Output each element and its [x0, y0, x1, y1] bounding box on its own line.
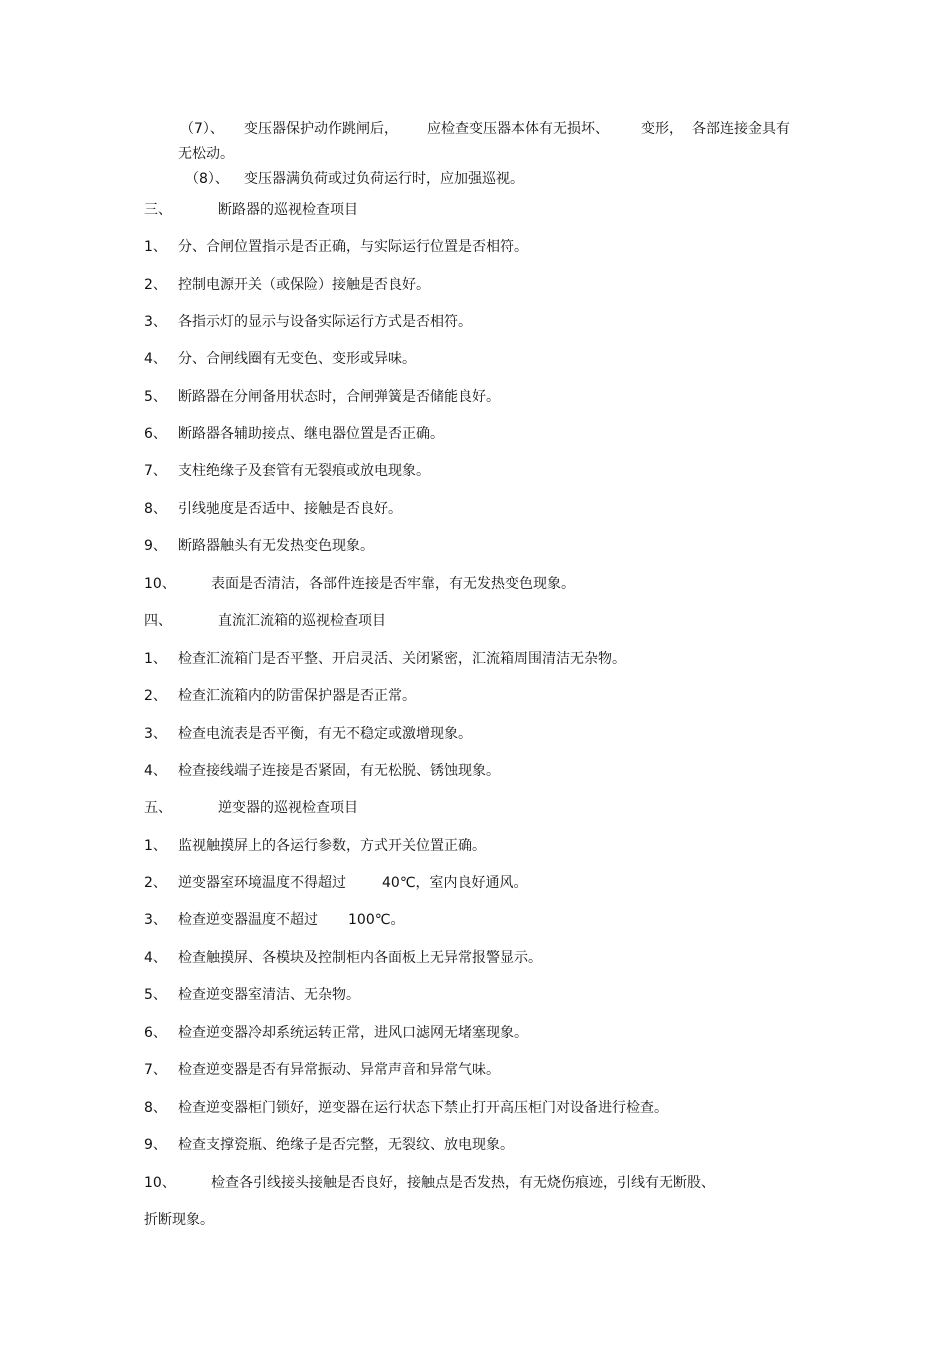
- section-title: 断路器的巡视检查项目: [218, 202, 358, 218]
- section-number: 五、: [144, 800, 172, 816]
- item-8-number: （8）、: [185, 171, 229, 187]
- section-number: 三、: [144, 202, 172, 218]
- item-8-text: 变压器满负荷或过负荷运行时，应加强巡视。: [244, 171, 524, 187]
- section-number: 四、: [144, 613, 172, 629]
- item-7-text-d: 各部连接金具有: [692, 121, 790, 137]
- item-7-number: （7）、: [180, 121, 224, 137]
- section-title: 逆变器的巡视检查项目: [218, 800, 358, 816]
- item-7-text-c: 变形，: [641, 121, 683, 137]
- item-7-text-a: 变压器保护动作跳闸后，: [244, 121, 398, 137]
- section-title: 直流汇流箱的巡视检查项目: [218, 613, 386, 629]
- item-7-text-b: 应检查变压器本体有无损坏、: [427, 121, 609, 137]
